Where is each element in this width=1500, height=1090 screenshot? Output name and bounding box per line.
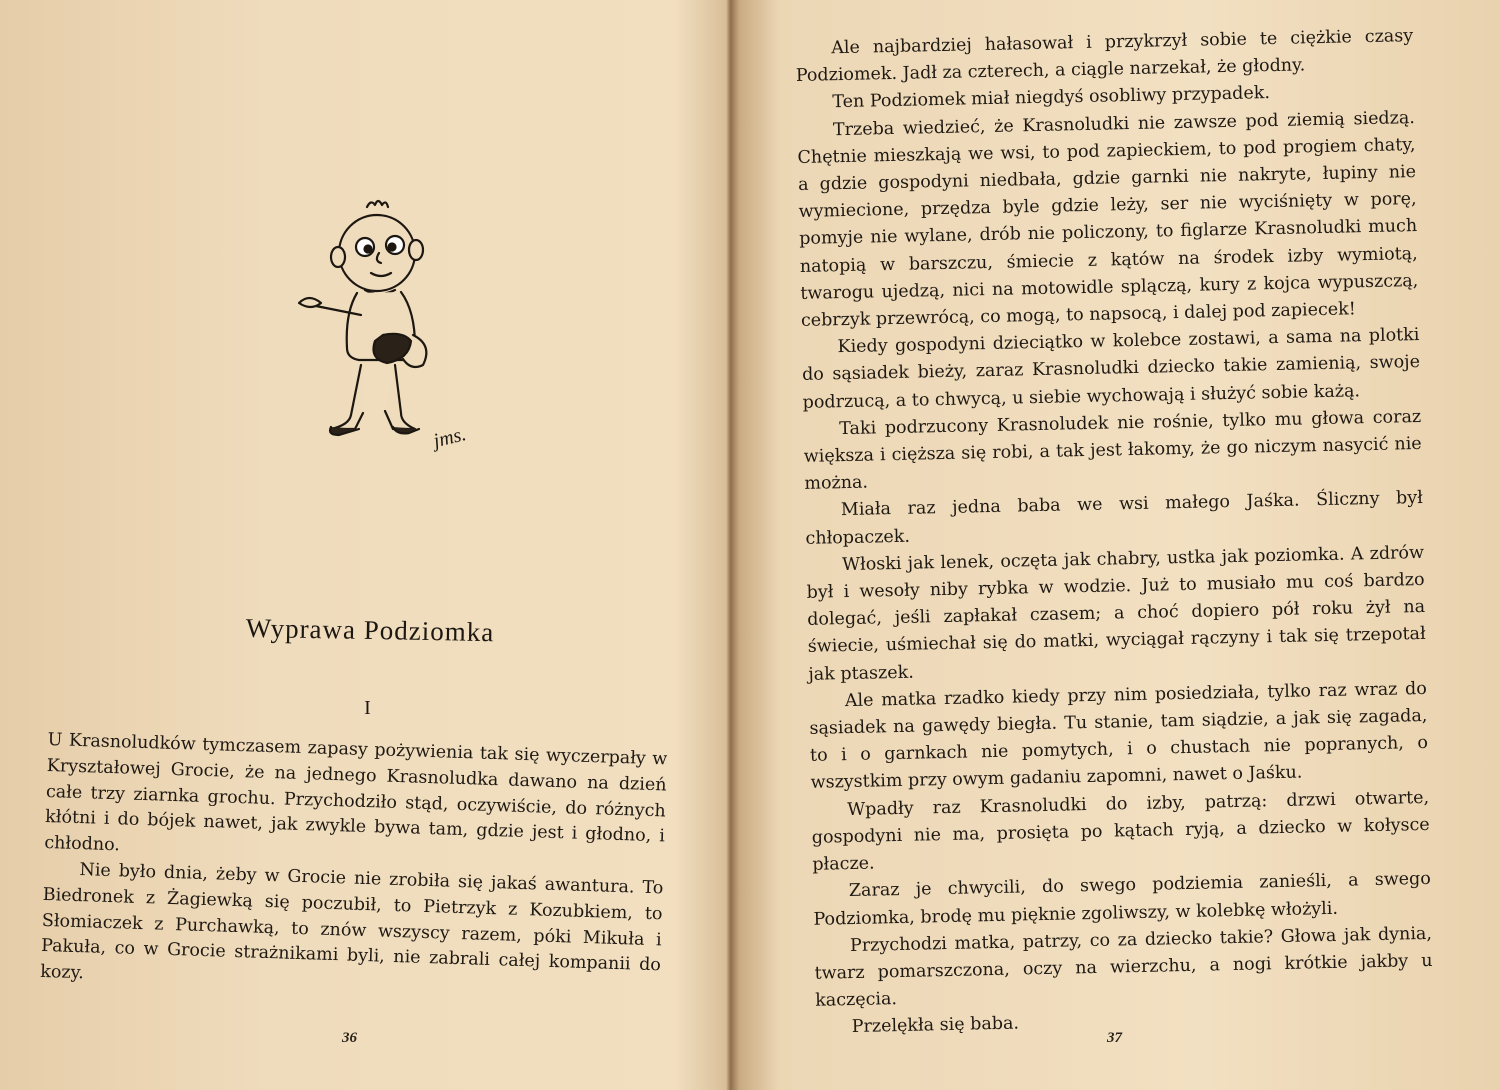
right-paragraph-3: Trzeba wiedzieć, że Krasnoludki nie zawsze pod ziemią siedzą. Chętnie mieszkają we wsi, to pod zapieckiem, to pod progiem chaty, a gdzie gospodyni niedbała, gdzie garnki nie nakryte, łupiny nie wymiecione, przędza byle gdzie leży, ser nie wyciśnięty w porę, pomyje nie wylane, drób nie policzony, to figlarze Krasnoludki much natopią w barszczu, śmiecie z kątów na środek izby wymiotą, twarogu ujedzą, nici na motowidle splączą, kury z kojca wypuszczą, cebrzyk przewrócą, co mogą, to napsocą, i dalej pod zapiecek! — [797, 107, 1419, 331]
right-paragraph-8: Ale matka rzadko kiedy przy nim posiedziała, tylko raz wraz do sąsiadek na gawędy biegła. Tu stanie, tam siądzie, a jak się zagada, to i o garnkach nie pomytych, i o chustach nie popranych, o wszystkim przy owym gadaniu zapomni, nawet o Jaśku. — [809, 678, 1429, 794]
right-paragraph-6: Miała raz jedna baba we wsi małego Jaśka. Śliczny był chłopaczek. — [805, 488, 1424, 549]
left-body-text — [40, 728, 668, 1005]
right-paragraph-11: Przychodzi matka, patrzy, co za dziecko takie? Głowa jak dynia, twarz pomarszczona, oczy na wierzchu, a nogi krótkie jakby u kaczęcia. — [814, 923, 1433, 1011]
page-number-left: 36 — [342, 1030, 357, 1046]
left-paragraph-1: U Krasnoludków tymczasem zapasy pożywienia tak się wyczerpały w Kryształowej Grocie, że na jednego Krasnoludka dawano na dzień całe trzy ziarnka grochu. Przychodziło stąd, oczywiście, do różnych kłótni i do bójek nawet, jak zwykle bywa tam, gdzie jest i głodno, i chłodno. — [44, 729, 668, 856]
right-paragraph-10: Zaraz je chwycili, do swego podziemia zanieśli, a swego Podziomka, brodę mu pięknie zgoliwszy, w kolebkę włożyli. — [813, 869, 1432, 930]
illustration-signature: jms. — [431, 422, 469, 453]
right-paragraph-5: Taki podrzucony Krasnoludek nie rośnie, tylko mu głowa coraz większa i cięższa się robi, a tak jest łakomy, że go niczym nasycić nie można. — [803, 406, 1422, 495]
chapter-number: I — [364, 697, 371, 719]
left-paragraph-2: Nie było dnia, żeby w Grocie nie zrobiła się jakaś awantura. To Biedronek z Żagiewką się poczubił, to Pietrzyk z Kozubkiem, to Słomiaczek z Purchawką, to znów wszyscy razem, póki Mikuła i Pakuła, co w Grocie strażnikami byli, nie zabrali całej kompanii do kozy. — [40, 860, 664, 984]
page-number-right: 37 — [1107, 1030, 1122, 1046]
right-page — [740, 0, 1500, 1090]
right-paragraph-1: Ale najbardziej hałasował i przykrzył sobie te ciężkie czasy Podziomek. Jadł za czterech, a ciągle narzekał, że głodny. — [795, 26, 1414, 87]
chapter-title: Wyprawa Podziomka — [245, 612, 495, 648]
podziomek-illustration — [295, 195, 485, 460]
right-body-text — [795, 23, 1434, 1042]
right-paragraph-2: Ten Podziomek miał niegdyś osobliwy przypadek. — [832, 83, 1271, 113]
left-page — [0, 0, 725, 1090]
right-paragraph-9: Wpadły raz Krasnoludki do izby, patrzą: drzwi otwarte, gospodyni nie ma, prosięta po kątach ryją, a dziecko w kołysce płacze. — [811, 787, 1430, 875]
right-paragraph-7: Włoski jak lenek, oczęta jak chabry, ustka jak poziomka. A zdrów był i wesoły niby rybka w wodzie. Już to musiało mu coś bardzo dolegać, jeśli zapłakał czasem; a choć dopiero pół roku żył na świecie, uśmiechał się do matki, wyciągał rączyny i tak się trzepotał jak ptaszek. — [806, 542, 1426, 685]
right-paragraph-12: Przelękła się baba. — [851, 1013, 1020, 1038]
right-paragraph-4: Kiedy gospodyni dzieciątko w kolebce zostawi, a sama na plotki do sąsiadek bieży, zaraz Krasnoludki dziecko takie zamienią, swoje podrzucą, a to chwycą, u siebie wychowają i służyć sobie każą. — [801, 325, 1421, 413]
